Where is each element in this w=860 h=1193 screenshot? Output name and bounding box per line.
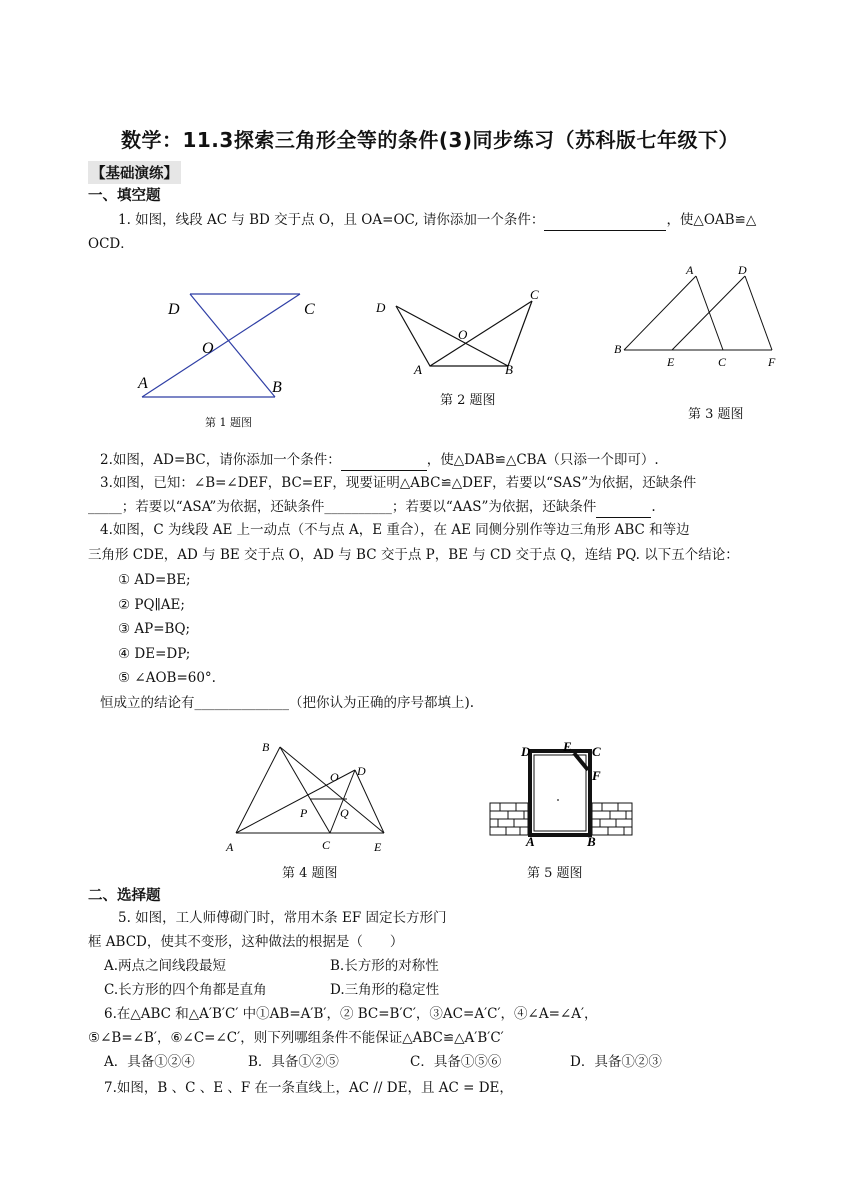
q2-text-after: ，使△DAB≌△CBA（只添一个即可）. [426,452,659,468]
fig2-label-o: O [458,327,468,342]
fig5-label-e: E [563,739,572,754]
fig2-label-d: D [376,300,386,315]
q5-option-a[interactable]: A.两点之间线段最短 [104,958,227,974]
part1-heading: 一、填空题 [88,188,161,204]
fig4-label-c: C [322,838,331,852]
fig3-label-a: A [686,263,694,277]
q6-option-c[interactable]: C．具备①⑤⑥ [410,1054,502,1070]
q6-option-b[interactable]: B．具备①②⑤ [248,1054,339,1070]
fig1-label-b: B [272,379,282,396]
q2-text: 2.如图，AD=BC，请你添加一个条件： [100,452,341,468]
fig3-label-c: C [718,355,727,369]
fig3-label-d: D [738,263,747,277]
fig1-label-a: A [138,375,148,392]
fig2-caption: 第 2 题图 [440,393,496,408]
fig5-label-b: B [587,834,596,849]
fig1-label-o: O [202,340,214,357]
q4-option: ③ AP=BQ; [118,621,191,637]
q4-option: ① AD=BE; [118,572,191,588]
q3-text: _____；若要以“ASA”为依据，还缺条件__________；若要以“AAS”为依据，还缺条件 [88,499,597,515]
fig2-label-c: C [530,287,539,302]
q4-line2: 三角形 CDE，AD 与 BE 交于点 O，AD 与 BC 交于点 P，BE 与 CD 交于点 Q，连结 PQ. 以下五个结论： [88,547,739,563]
q4-option: ② PQ∥AE; [118,597,185,613]
q1-text-after: ，使△OAB≌△ [666,212,757,228]
figure-3 [610,262,785,372]
figure-4 [222,735,397,855]
part2-heading: 二、选择题 [88,888,161,904]
q7-line1: 7.如图，B 、C 、E 、F 在一条直线上，AC // DE，且 AC = DE， [104,1080,513,1096]
q5-line2: 框 ABCD，使其不变形，这种做法的根据是（ ） [88,934,404,950]
fig4-label-a: A [226,840,234,854]
q3-line1: 3.如图，已知：∠B=∠DEF，BC=EF，现要证明△ABC≌△DEF，若要以“SAS”为依据，还缺条件 [100,475,697,491]
fig4-label-q: Q [340,806,349,820]
figure-2 [368,286,548,386]
fig1-label-c: C [304,301,315,318]
q4-option: ⑤ ∠AOB=60°. [118,670,216,686]
fig5-label-d: D [521,744,531,759]
q3-end: . [651,499,656,515]
q5-option-d[interactable]: D.三角形的稳定性 [330,982,440,998]
q6-option-d[interactable]: D．具备①②③ [570,1054,662,1070]
fig5-caption: 第 5 题图 [527,866,583,881]
q1-line2: OCD． [88,236,134,252]
fig1-label-d: D [168,301,180,318]
q4-option: ④ DE=DP; [118,646,191,662]
q3-blank-aas[interactable] [596,497,651,518]
fig3-label-e: E [667,355,675,369]
q1-line1 [118,210,756,231]
q1-blank[interactable] [544,210,666,231]
fig4-label-e: E [374,840,382,854]
fig4-caption: 第 4 题图 [282,866,338,881]
fig5-label-a: A [526,834,535,849]
fig5-label-c: C [592,744,601,759]
q3-line2 [88,497,656,518]
fig4-label-p: P [300,806,308,820]
fig4-label-d: D [357,764,366,778]
fig3-caption: 第 3 题图 [688,407,744,422]
q6-line1: 6.在△ABC 和△A′B′C′ 中①AB=A′B′，② BC=B′C′，③AC=A′C′，④∠A=∠A′， [104,1006,598,1022]
q5-option-b[interactable]: B.长方形的对称性 [330,958,439,974]
fig3-label-f: F [768,355,776,369]
figure-1 [130,285,330,410]
page-title: 数学：11.3探索三角形全等的条件(3)同步练习（苏科版七年级下） [120,128,740,152]
q5-option-c[interactable]: C.长方形的四个角都是直角 [104,982,267,998]
figure-5 [486,738,636,850]
q5-line1: 5. 如图，工人师傅砌门时，常用木条 EF 固定长方形门 [118,910,447,926]
fig3-label-b: B [614,342,622,356]
q2-line [100,450,659,471]
q6-line2: ⑤∠B=∠B′，⑥∠C=∠C′，则下列哪组条件不能保证△ABC≌△A′B′C′ [88,1030,504,1046]
q4-conclusion: 恒成立的结论有______________（把你认为正确的序号都填上). [100,695,475,711]
fig4-label-b: B [262,740,270,754]
fig5-label-f: F [592,768,601,783]
q4-line1: 4.如图，C 为线段 AE 上一动点（不与点 A，E 重合），在 AE 同侧分别作等边三角形 ABC 和等边 [100,522,690,538]
fig1-caption: 第 1 题图 [205,416,252,429]
fig2-label-a: A [414,362,422,377]
q6-option-a[interactable]: A．具备①②④ [104,1054,195,1070]
section-tag: 【基础演练】 [88,161,181,184]
fig4-label-o: O [330,770,339,784]
fig2-label-b: B [505,362,513,377]
q2-blank[interactable] [341,450,427,471]
q1-text: 1. 如图，线段 AC 与 BD 交于点 O，且 OA=OC, 请你添加一个条件： [118,212,545,228]
